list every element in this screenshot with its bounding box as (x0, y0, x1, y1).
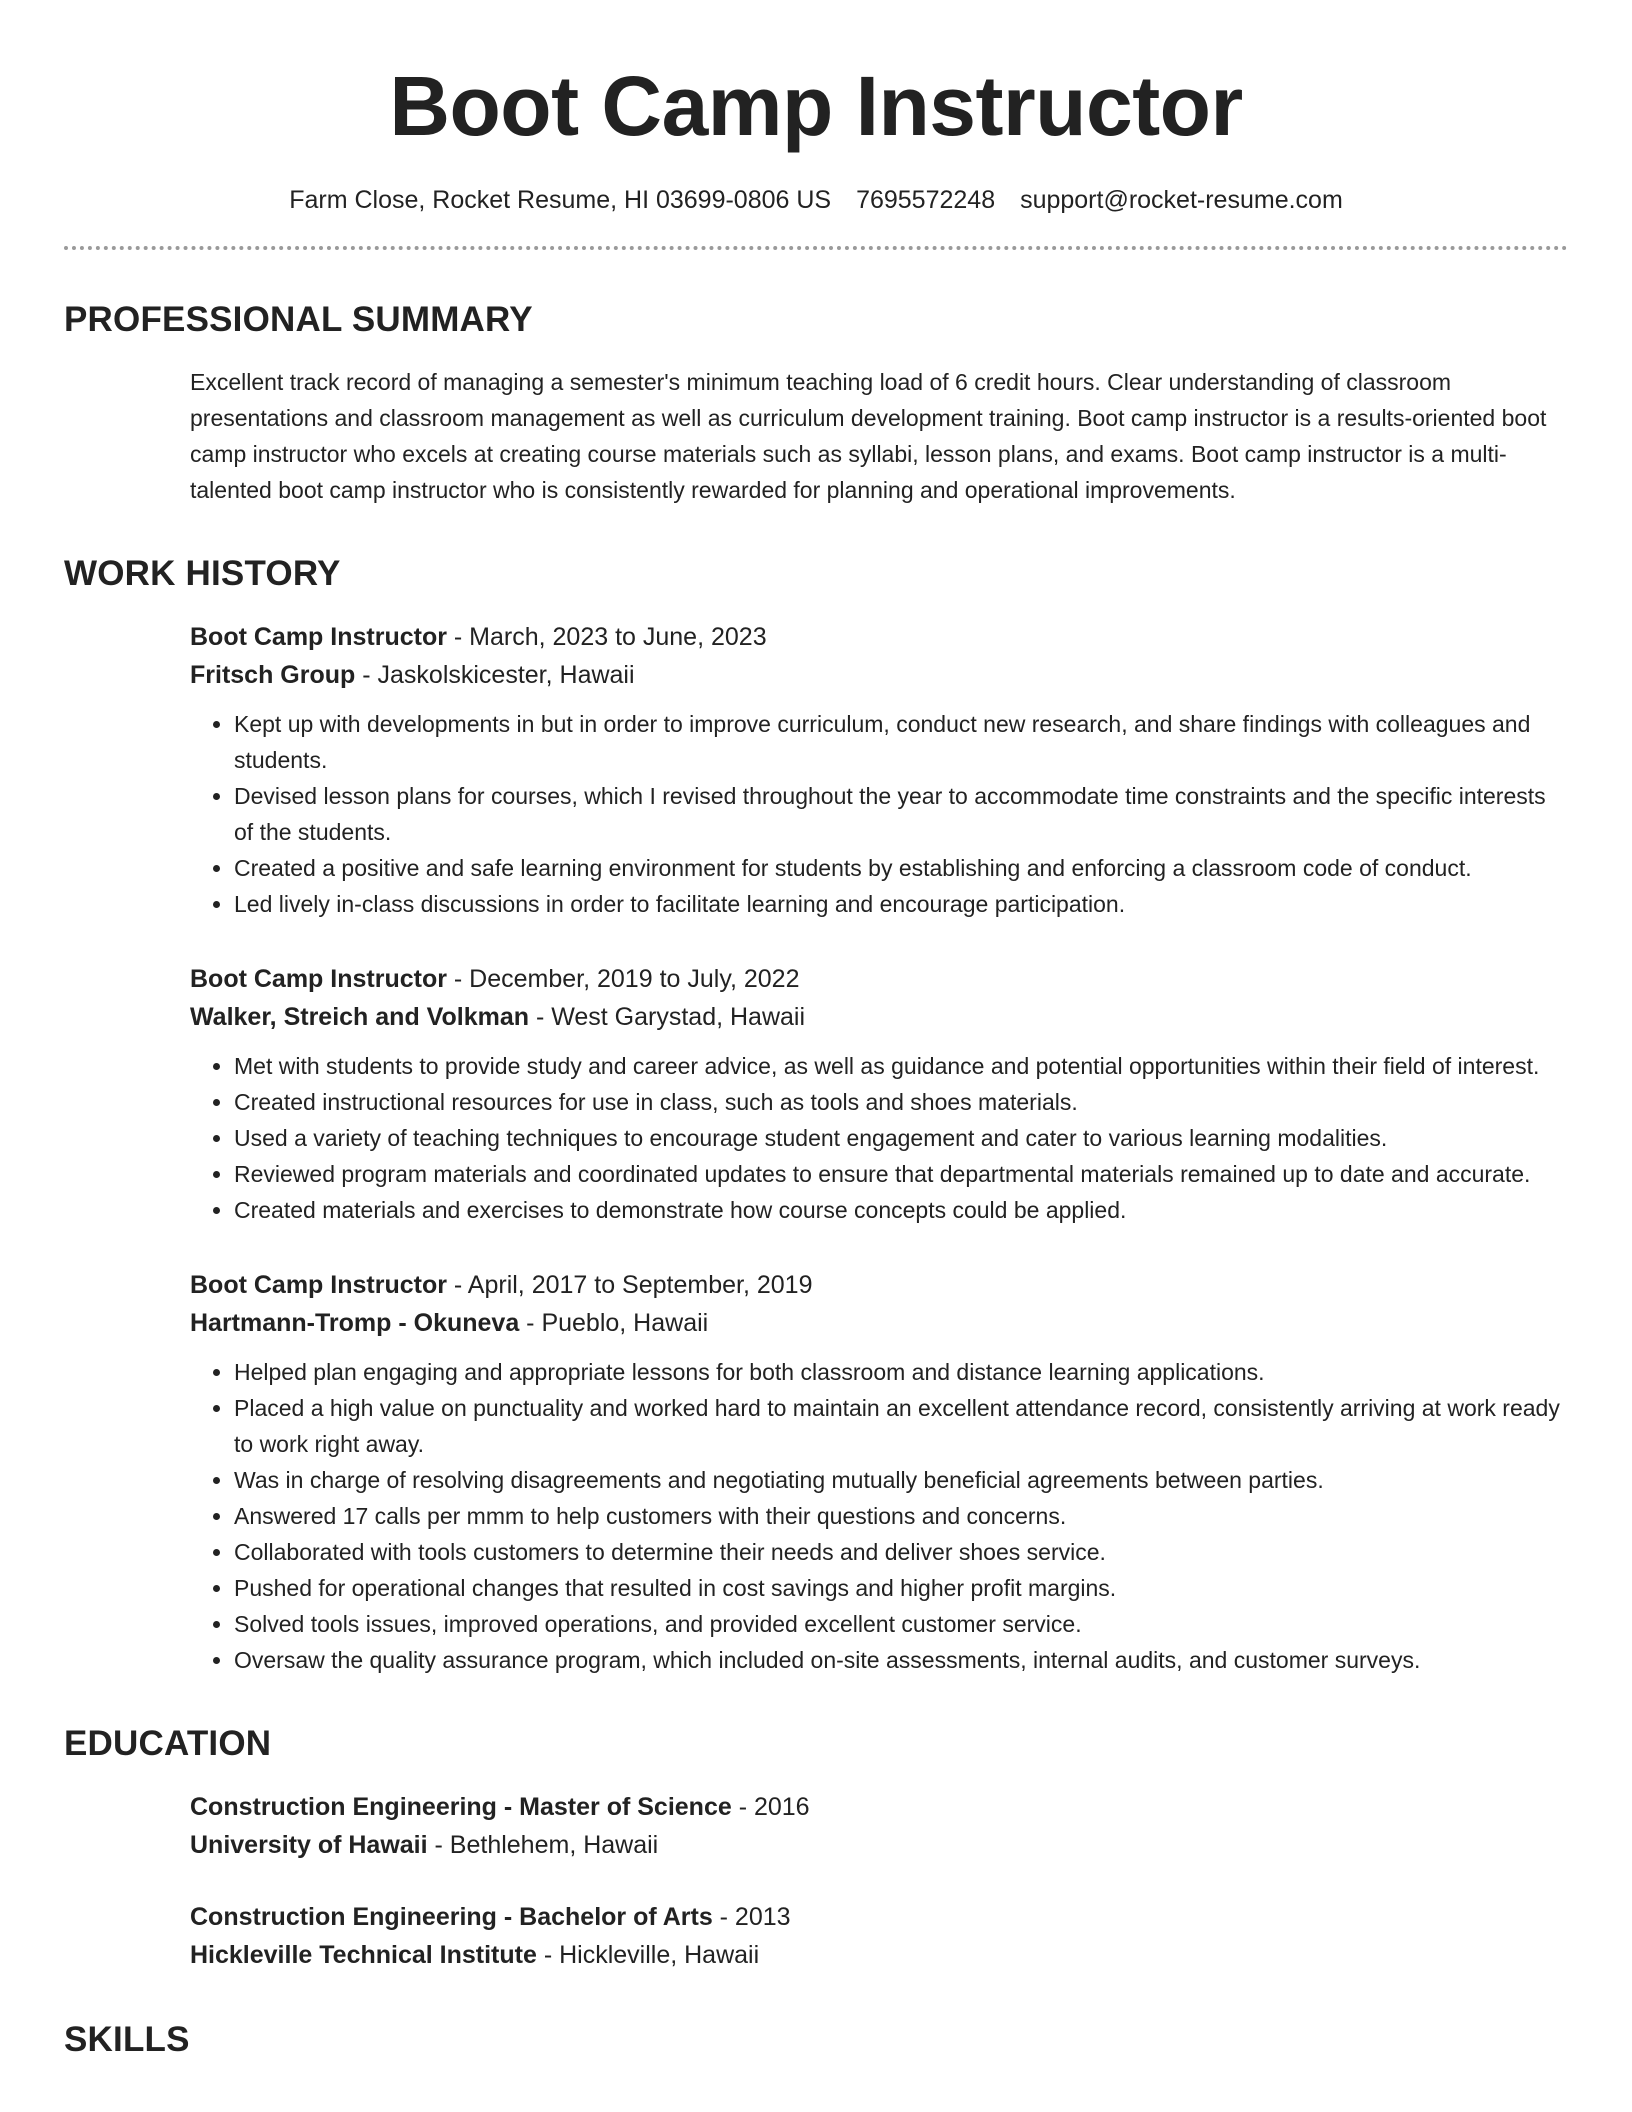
job-duty: • Led lively in-class discussions in order to facilitate learning and encourage participation. (234, 886, 1568, 922)
education-year: - 2016 (731, 1793, 810, 1821)
job-location: - Pueblo, Hawaii (519, 1309, 709, 1337)
job-duty: • Kept up with developments in but in order to improve curriculum, conduct new research, and share findings with colleagues and students. (234, 706, 1568, 778)
contact-line (64, 184, 1568, 216)
job-company: Hartmann-Tromp - Okuneva (190, 1309, 520, 1337)
job-duty: • Created materials and exercises to demonstrate how course concepts could be applied. (234, 1192, 1568, 1228)
job-duties-list (190, 1354, 1568, 1678)
job-company-line (190, 656, 1568, 694)
education-entry (190, 1898, 1568, 1974)
job-company-line (190, 1304, 1568, 1342)
job-role: Boot Camp Instructor (190, 623, 447, 651)
job-title-line (190, 618, 1568, 656)
contact-address: Farm Close, Rocket Resume, HI 03699-0806 US (289, 186, 832, 214)
job-title-line (190, 960, 1568, 998)
education-body (190, 1788, 1568, 1974)
job-duty: • Reviewed program materials and coordinated updates to ensure that departmental materials remained up to date and accurate. (234, 1156, 1568, 1192)
job-duty: • Solved tools issues, improved operations, and provided excellent customer service. (234, 1606, 1568, 1642)
job-duty: • Placed a high value on punctuality and worked hard to maintain an excellent attendance record, consistently arriving at work ready to work right away. (234, 1390, 1568, 1462)
job-duties-list (190, 1048, 1568, 1228)
job-duty: • Created a positive and safe learning environment for students by establishing and enforcing a classroom code of conduct. (234, 850, 1568, 886)
job-company: Walker, Streich and Volkman (190, 1003, 530, 1031)
job-duty: • Created instructional resources for use in class, such as tools and shoes materials. (234, 1084, 1568, 1120)
job-duty: • Helped plan engaging and appropriate lessons for both classroom and distance learning applications. (234, 1354, 1568, 1390)
job-role: Boot Camp Instructor (190, 965, 447, 993)
summary-text: Excellent track record of managing a semester's minimum teaching load of 6 credit hours. Clear understanding of classroom presentations and classroom management as well as curriculum development training. Boot camp instructor is a results-oriented boot camp instructor who excels at creating course materials such as syllabi, lesson plans, and exams. Boot camp instructor is a multi-talented boot camp instructor who is consistently rewarded for planning and operational improvements. (190, 369, 1547, 503)
education-location: - Hickleville, Hawaii (536, 1941, 760, 1969)
job-title-line (190, 1266, 1568, 1304)
work-history-section (64, 552, 1568, 1678)
job-role: Boot Camp Instructor (190, 1271, 447, 1299)
job-duty: • Oversaw the quality assurance program, which included on-site assessments, internal audits, and customer surveys. (234, 1642, 1568, 1678)
job-duty: • Pushed for operational changes that resulted in cost savings and higher profit margins. (234, 1570, 1568, 1606)
education-degree: Construction Engineering - Bachelor of Arts (190, 1903, 713, 1931)
education-degree-line (190, 1788, 1568, 1826)
job-company-line (190, 998, 1568, 1036)
section-title-education: EDUCATION (64, 1724, 272, 1763)
education-section (64, 1722, 1568, 1974)
job-location: - West Garystad, Hawaii (529, 1003, 806, 1031)
resume-header (64, 0, 1568, 216)
job-duty: • Devised lesson plans for courses, which I revised throughout the year to accommodate time constraints and the specific interests of the students. (234, 778, 1568, 850)
job-entry (190, 1266, 1568, 1678)
contact-phone: 7695572248 (856, 186, 996, 214)
skills-section (64, 2018, 1568, 2062)
education-school: University of Hawaii (190, 1831, 428, 1859)
job-duties-list (190, 706, 1568, 922)
summary-body (190, 364, 1568, 508)
job-duty: • Answered 17 calls per mmm to help customers with their questions and concerns. (234, 1498, 1568, 1534)
job-company: Fritsch Group (190, 661, 356, 689)
job-entry (190, 618, 1568, 922)
job-dates: - March, 2023 to June, 2023 (446, 623, 767, 651)
job-dates: - December, 2019 to July, 2022 (446, 965, 800, 993)
contact-email: support@rocket-resume.com (1020, 186, 1343, 214)
job-duty: • Collaborated with tools customers to determine their needs and deliver shoes service. (234, 1534, 1568, 1570)
resume-page (64, 0, 1568, 2062)
section-title-summary: PROFESSIONAL SUMMARY (64, 300, 533, 339)
job-dates: - April, 2017 to September, 2019 (446, 1271, 813, 1299)
education-school-line (190, 1826, 1568, 1864)
job-duty: • Used a variety of teaching techniques to encourage student engagement and cater to various learning modalities. (234, 1120, 1568, 1156)
education-school: Hickleville Technical Institute (190, 1941, 537, 1969)
work-history-body (190, 618, 1568, 1678)
education-degree-line (190, 1898, 1568, 1936)
job-duty: • Met with students to provide study and career advice, as well as guidance and potential opportunities within their field of interest. (234, 1048, 1568, 1084)
education-location: - Bethlehem, Hawaii (427, 1831, 659, 1859)
section-title-skills: SKILLS (64, 2020, 190, 2059)
education-entry (190, 1788, 1568, 1864)
education-degree: Construction Engineering - Master of Science (190, 1793, 732, 1821)
job-location: - Jaskolskicester, Hawaii (355, 661, 635, 689)
education-year: - 2013 (712, 1903, 791, 1931)
job-duty: • Was in charge of resolving disagreements and negotiating mutually beneficial agreements between parties. (234, 1462, 1568, 1498)
education-school-line (190, 1936, 1568, 1974)
header-divider (64, 246, 1568, 250)
section-title-work-history: WORK HISTORY (64, 554, 341, 593)
job-entry (190, 960, 1568, 1228)
professional-summary-section (64, 298, 1568, 508)
resume-name: Boot Camp Instructor (389, 59, 1243, 153)
